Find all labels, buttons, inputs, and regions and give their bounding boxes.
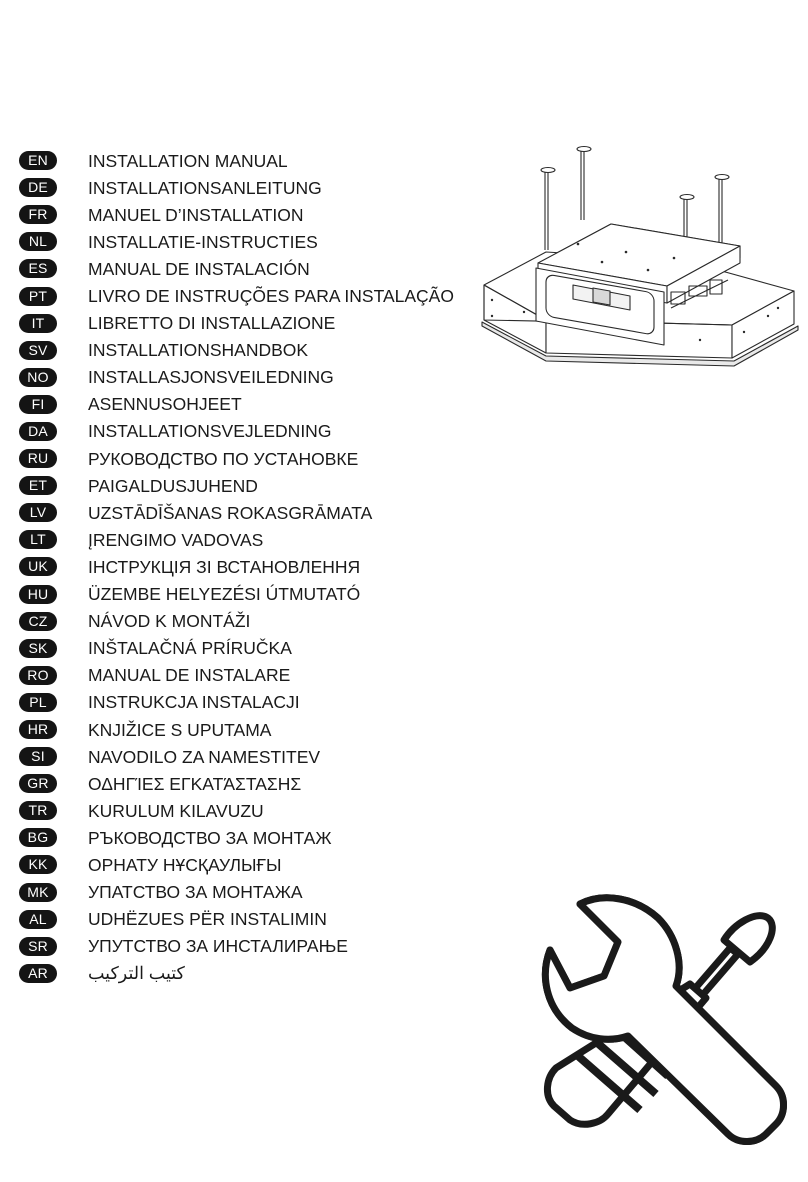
language-row-al — [19, 906, 454, 933]
language-code-badge: DE — [19, 178, 57, 197]
language-code-badge: HU — [19, 585, 57, 604]
language-code-badge: UK — [19, 557, 57, 576]
manual-title: УПУТСТВО ЗА ИНСТАЛИРАЊЕ — [88, 936, 348, 957]
language-row-tr — [19, 797, 454, 824]
language-row-fi — [19, 391, 454, 418]
language-row-hr — [19, 716, 454, 743]
language-code-badge: PL — [19, 693, 57, 712]
manual-title: INSTALLATIONSANLEITUNG — [88, 177, 322, 198]
manual-title: MANUAL DE INSTALARE — [88, 665, 291, 686]
manual-title: УПАТСТВО ЗА МОНТАЖА — [88, 882, 303, 903]
wrench-and-screwdriver-icon — [520, 880, 802, 1150]
manual-title: ΟΔΗΓΊΕΣ ΕΓΚΑΤΆΣΤΑΣΗΣ — [88, 773, 302, 794]
manual-title: INSTALLATIONSHANDBOK — [88, 340, 309, 361]
language-code-badge: TR — [19, 801, 57, 820]
language-code-badge: PT — [19, 287, 57, 306]
language-row-de — [19, 174, 454, 201]
language-row-nl — [19, 228, 454, 255]
language-code-badge: SR — [19, 937, 57, 956]
language-code-badge: RO — [19, 666, 57, 685]
manual-title: INŠTALAČNÁ PRÍRUČKA — [88, 638, 292, 659]
language-code-badge: GR — [19, 774, 57, 793]
built-in-cooker-hood-drawing-icon — [478, 140, 802, 368]
manual-title: PAIGALDUSJUHEND — [88, 475, 258, 496]
language-row-pl — [19, 689, 454, 716]
language-row-ro — [19, 662, 454, 689]
language-row-en — [19, 147, 454, 174]
manual-title: KURULUM KILAVUZU — [88, 800, 264, 821]
language-code-badge: SV — [19, 341, 57, 360]
language-row-no — [19, 364, 454, 391]
manual-title: INSTALLASJONSVEILEDNING — [88, 367, 334, 388]
language-code-badge: FI — [19, 395, 57, 414]
language-code-badge: NL — [19, 232, 57, 251]
language-row-es — [19, 255, 454, 282]
manual-title: UZSTĀDĪŠANAS ROKASGRĀMATA — [88, 502, 373, 523]
language-row-da — [19, 418, 454, 445]
language-code-badge: EN — [19, 151, 57, 170]
manual-title: INSTRUKCJA INSTALACJI — [88, 692, 300, 713]
manual-title: LIVRO DE INSTRUÇÕES PARA INSTALAÇÃO — [88, 286, 454, 307]
language-row-ar — [19, 960, 454, 987]
manual-title: UDHËZUES PËR INSTALIMIN — [88, 909, 327, 930]
manual-title: MANUAL DE INSTALACIÓN — [88, 258, 310, 279]
language-code-badge: DA — [19, 422, 57, 441]
language-row-sk — [19, 635, 454, 662]
language-row-it — [19, 310, 454, 337]
language-row-si — [19, 743, 454, 770]
manual-title: LIBRETTO DI INSTALLAZIONE — [88, 313, 336, 334]
language-code-badge: MK — [19, 883, 57, 902]
language-code-badge: CZ — [19, 612, 57, 631]
language-code-badge: SI — [19, 747, 57, 766]
language-row-sr — [19, 933, 454, 960]
language-row-fr — [19, 201, 454, 228]
language-code-badge: BG — [19, 828, 57, 847]
manual-title: ĮRENGIMO VADOVAS — [88, 529, 264, 550]
language-row-pt — [19, 282, 454, 309]
language-row-bg — [19, 824, 454, 851]
language-row-mk — [19, 879, 454, 906]
language-code-badge: ET — [19, 476, 57, 495]
language-row-gr — [19, 770, 454, 797]
manual-title: NAVODILO ZA NAMESTITEV — [88, 746, 321, 767]
language-code-badge: LT — [19, 530, 57, 549]
manual-title: كتيب التركيب — [88, 963, 185, 984]
language-code-badge: SK — [19, 639, 57, 658]
manual-title: ОРНАТУ НҰСҚАУЛЫҒЫ — [88, 854, 282, 875]
manual-title: INSTALLATIONSVEJLEDNING — [88, 421, 332, 442]
language-row-hu — [19, 581, 454, 608]
language-code-badge: FR — [19, 205, 57, 224]
manual-title: РУКОВОДСТВО ПО УСТАНОВКЕ — [88, 448, 359, 469]
language-row-kk — [19, 851, 454, 878]
language-code-badge: KK — [19, 855, 57, 874]
language-row-lt — [19, 526, 454, 553]
language-code-badge: ES — [19, 259, 57, 278]
manual-title: РЪКОВОДСТВО ЗА МОНТАЖ — [88, 827, 332, 848]
language-row-ru — [19, 445, 454, 472]
language-code-badge: IT — [19, 314, 57, 333]
language-row-sv — [19, 337, 454, 364]
manual-title: ІНСТРУКЦІЯ ЗІ ВСТАНОВЛЕННЯ — [88, 556, 361, 577]
language-row-cz — [19, 608, 454, 635]
language-row-et — [19, 472, 454, 499]
manual-title: INSTALLATIE-INSTRUCTIES — [88, 231, 318, 252]
manual-title: MANUEL D’INSTALLATION — [88, 204, 304, 225]
language-code-badge: RU — [19, 449, 57, 468]
language-code-badge: AL — [19, 910, 57, 929]
language-row-uk — [19, 553, 454, 580]
language-row-lv — [19, 499, 454, 526]
language-code-badge: LV — [19, 503, 57, 522]
language-code-badge: NO — [19, 368, 57, 387]
manual-title: KNJIŽICE S UPUTAMA — [88, 719, 272, 740]
language-code-badge: HR — [19, 720, 57, 739]
manual-title: ASENNUSOHJEET — [88, 394, 242, 415]
language-list — [19, 147, 454, 987]
manual-title: ÜZEMBE HELYEZÉSI ÚTMUTATÓ — [88, 584, 361, 605]
language-code-badge: AR — [19, 964, 57, 983]
manual-title: NÁVOD K MONTÁŽI — [88, 611, 251, 632]
manual-title: INSTALLATION MANUAL — [88, 150, 288, 171]
